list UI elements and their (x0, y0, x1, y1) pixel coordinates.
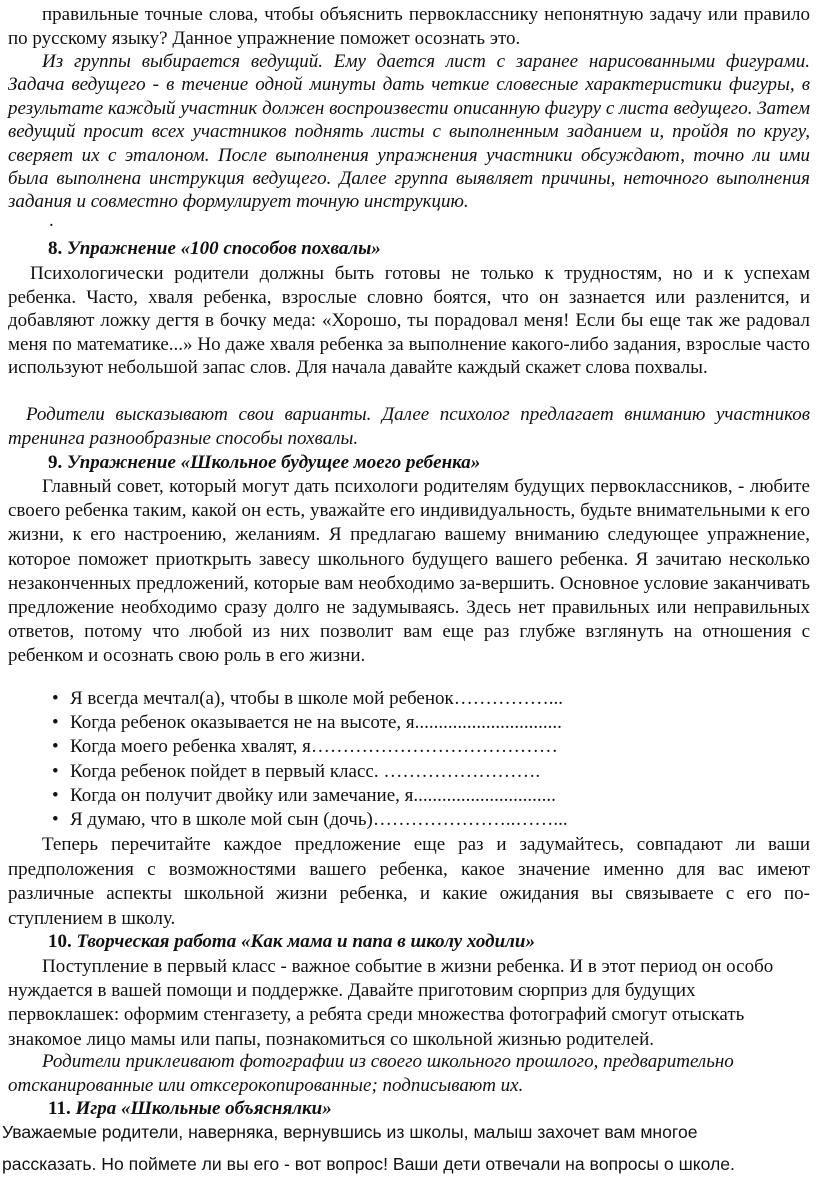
section-10-instruction: Родители приклеивают фотографии из своего школьного прошлого, предварительно отсканированные или откcерокопированные; подписывают их. (8, 1051, 734, 1096)
section-9-text: Главный совет, который могут дать психологи родителям будущих первоклассников, - любите своего ребенка таким, какой он есть, уважайте его индивидуальность, будьте внимательными к его жизни, к его настроению, желаниям. Я предлагаю вашему вниманию следующее упражнение, которое поможет приоткрыть завесу школьного будущего вашего ребенка. Я зачитаю несколько незаконченных предложений, которые вам необходимо за-вершить. Основное условие заканчивать предложение необходимо сразу долго не задумываясь. Здесь нет правильных или неправильных ответов, потому что любой из них позволит вам еще раз глубже взглянуть на отношения с ребенком и осознать свою роль в его жизни. (8, 476, 810, 667)
unfinished-sentences-list (8, 687, 810, 832)
section-9-heading (48, 451, 480, 475)
section-11-title: Игра «Школьные объяснялки» (75, 1098, 332, 1119)
list-item (8, 711, 810, 735)
list-item (8, 760, 810, 784)
section-8-instruction: Родители высказывают свои варианты. Далее психолог предлагает вниманию участников тренинга разнообразные способы похвалы. (8, 404, 810, 449)
section-10-title: Творческая работа «Как мама и папа в школу ходили» (76, 931, 535, 952)
section-9-number: 9. (48, 452, 63, 473)
section-10-number: 10. (48, 931, 72, 952)
section-8-title: Упражнение «100 способов похвалы» (67, 238, 381, 259)
section-8-heading (48, 237, 381, 261)
list-item-text: Я думаю, что в школе мой сын (дочь)…………………..……... (70, 809, 568, 831)
bullet-mark: • (52, 712, 59, 734)
bullet-mark: • (52, 760, 59, 782)
intro-paragraph: правильные точные слова, чтобы объяснить первокласснику непонятную задачу или правило по русскому языку? Данное упражнение поможет осознать это. (8, 4, 810, 49)
list-item-text: Когда он получит двойку или замечание, я.............................. (70, 784, 556, 806)
list-item-text: Когда моего ребенка хвалят, я………………………………… (70, 736, 558, 758)
intro-instruction: Из группы выбирается ведущий. Ему дается лист с заранее нарисованными фигурами. Задача ведущего - в течение одной минуты дать четкие словесные характеристики фигуры, в результате каждый участник должен воспроизвести описанную фигуру с листа ведущего. Затем ведущий просит всех участников поднять листы с выполненным заданием и, пройдя по кругу, сверяет их с эталоном. После выполнения упражнения участники обсуждают, точно ли ими была выполнена инструкция ведущего. Далее группа выявляет причины, неточного выполнения задания и совместно формулирует точную инструкцию. (8, 51, 810, 213)
stray-dot: . (49, 210, 54, 231)
section-9-title: Упражнение «Школьное будущее моего ребенка» (67, 452, 481, 473)
section-8-text: Психологически родители должны быть готовы не только к трудностям, но и к успехам ребенка. Часто, хваля ребенка, взрослые словно боятся, что он зазнается или разленится, и добавляют ложку дегтя в бочку меда: «Хорошо, ты порадовал меня! Если бы еще так же радовал меня по математике...» Но даже хваля ребенка за выполнение какого-либо задания, взрослые часто используют небольшой запас слов. Для начала давайте каждый скажет слова похвалы. (8, 263, 810, 379)
list-item-text: Когда ребенок пойдет в первый класс. ……………………. (70, 760, 541, 782)
bullet-mark: • (52, 784, 59, 806)
list-item (8, 808, 810, 832)
list-item-text: Я всегда мечтал(а), чтобы в школе мой ребенок……………... (70, 688, 564, 709)
bullet-mark: • (52, 736, 59, 758)
section-11-number: 11. (48, 1098, 71, 1119)
list-item-text: Когда ребенок оказывается не на высоте, я............................... (70, 712, 562, 734)
section-11-line-1: Уважаемые родители, наверняка, вернувшись из школы, малыш захочет вам многое (2, 1122, 698, 1142)
section-8-number: 8. (48, 238, 63, 259)
section-10-text: Поступление в первый класс - важное событие в жизни ребенка. И в этот период он особо нуждается в вашей помощи и поддержке. Давайте приготовим сюрприз для будущих первоклашек: оформим стенгазету, а ребята среди множества фотографий смогут отыскать знакомое лицо мамы или папы, познакомиться со школьной жизнью родителей. (8, 956, 774, 1050)
section-11-line-2: рассказать. Но поймете ли вы его - вот вопрос! Ваши дети отвечали на вопросы о школе. (2, 1154, 735, 1174)
list-item (8, 735, 810, 759)
list-item (8, 784, 810, 808)
section-10-heading (48, 930, 535, 954)
bullet-mark: • (52, 809, 59, 831)
list-item (8, 687, 810, 711)
bullet-mark: • (52, 688, 59, 709)
section-9-after-text: Теперь перечитайте каждое предложение еще раз и задумайтесь, совпадают ли ваши предположения с возможностями вашего ребенка, какое значение именно для вас имеют различные аспекты школьной жизни ребенка, и какие ожидания вы связываете с его по-ступлением в школу. (8, 834, 810, 929)
